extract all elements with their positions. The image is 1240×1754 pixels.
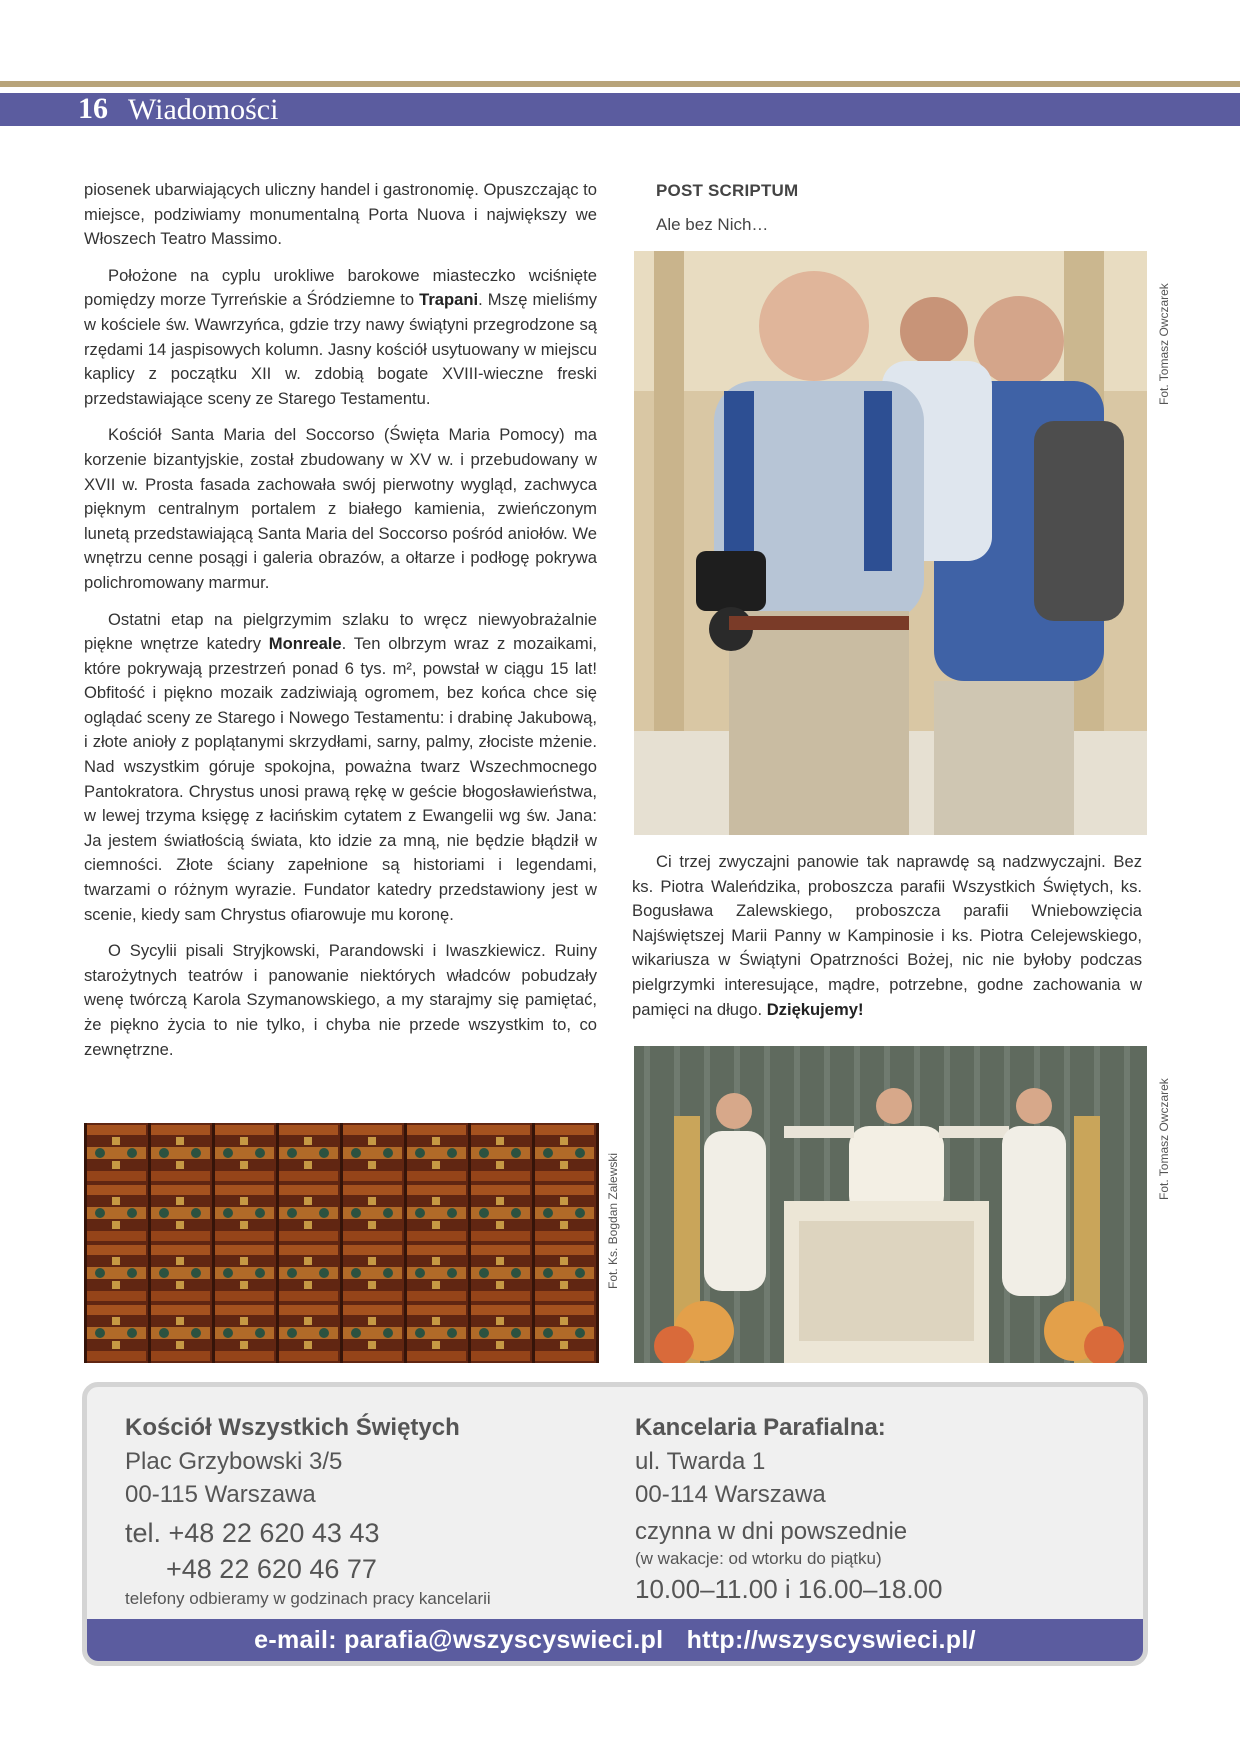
paragraph-5: O Sycylii pisali Stryjkowski, Parandowski i Iwaszkiewicz. Ruiny starożytnych teatrów i panowanie niektórych władców pobudzały wenę twórczą Karola Szymanowskiego, a my starajmy się pamiętać, że piękno życia to nie tylko, i chyba nie przede wszystkim to, co zewnętrzne. [84,941,597,1059]
office-address-street: ul. Twarda 1 [635,1448,766,1475]
church-address-city: 00-115 Warszawa [125,1481,316,1508]
post-scriptum-title: POST SCRIPTUM [656,181,799,200]
paragraph-1: piosenek ubarwiających uliczny handel i gastronomię. Opuszczając to miejsce, podziwiamy monumentalną Porta Nuova i największy we Włoszech Teatro Massimo. [84,180,597,249]
office-open-days: czynna w dni powszednie [635,1518,908,1545]
contact-box [82,1382,1148,1666]
church-phone-1[interactable]: tel. +48 22 620 43 43 [125,1518,380,1548]
church-name: Kościół Wszystkich Świętych [125,1414,460,1441]
church-phone-2[interactable]: +48 22 620 46 77 [166,1554,377,1584]
three-men-photo-credit: Fot. Tomasz Owczarek [1157,283,1171,405]
phone-hours-note: telefony odbieramy w godzinach pracy kancelarii [125,1589,491,1608]
office-hours: 10.00–11.00 i 16.00–18.00 [635,1574,943,1604]
church-address-street: Plac Grzybowski 3/5 [125,1448,343,1475]
mass-photo-credit: Fot. Tomasz Owczarek [1157,1078,1171,1200]
ceiling-photo-credit: Fot. Ks. Bogdan Zalewski [606,1152,620,1289]
paragraph-2: Położone na cyplu urokliwe barokowe miasteczko wciśnięte pomiędzy morze Tyrreńskie a Śródziemne to Trapani. Mszę mieliśmy w kościele św. Wawrzyńca, gdzie trzy nawy świątyni przegrodzone są rzędami 14 jaspisowych kolumn. Jasny kościół usytuowany w miejscu kaplicy z początku XII w. zdobią bogate XVIII-wieczne freski przedstawiające sceny ze Starego Testamentu. [84,265,597,408]
office-summer-note: (w wakacje: od wtorku do piątku) [635,1549,882,1568]
office-name: Kancelaria Parafialna: [635,1414,886,1441]
thanks-text: Dziękujemy! [766,999,864,1019]
office-address-city: 00-114 Warszawa [635,1481,826,1508]
email-band [87,1619,1143,1661]
church-contact [125,1411,595,1611]
email-link[interactable]: e-mail: parafia@wszyscyswieci.pl [254,1626,664,1654]
photo-caption: Ci trzej zwyczajni panowie tak naprawdę są nadzwyczajni. Bez ks. Piotra Waleńdzika, proboszcza parafii Wszystkich Świętych, ks. Bogusława Zalewskiego, proboszcza parafii Wniebowzięcia Najświętszej Marii Panny w Kampinosie i ks. Piotra Celejewskiego, wikariusza w Świątyni Opatrzności Bożej, nic nie byłoby podczas pielgrzymki interesujące, mądre, potrzebne, godne zachowania w pamięci na długo. Dziękujemy! [632,852,1142,1019]
header-gold-rule [0,81,1240,87]
place-monreale: Monreale [268,634,342,654]
post-scriptum-subtitle: Ale bez Nich… [656,215,769,234]
page-number: 16 [78,92,108,125]
office-contact [635,1411,1115,1607]
section-title: Wiadomości [128,93,279,126]
website-link[interactable]: http://wszyscyswieci.pl/ [686,1626,976,1654]
three-men-photo [634,251,1147,835]
place-trapani: Trapani [419,290,479,310]
paragraph-3: Kościół Santa Maria del Soccorso (Święta Maria Pomocy) ma korzenie bizantyjskie, został zbudowany w XV w. i przebudowany w XVII w. Prosta fasada zachowała swój pierwotny wygląd, zachwyca pięknym centralnym portalem z białego kamienia, zwieńczonym lunetą przedstawiającą Santa Maria del Soccorso pośród aniołów. We wnętrzu cenne posągi i galeria obrazów, a ołtarze i podłogę pokrywa polichromowany marmur. [84,425,597,592]
ceiling-photo [84,1123,599,1363]
mass-altar-photo [634,1046,1147,1363]
left-column [84,178,597,1074]
paragraph-4: Ostatni etap na pielgrzymim szlaku to wręcz niewyobrażalnie piękne wnętrze katedry Monreale. Ten olbrzym wraz z mozaikami, które pokrywają przestrzeń ponad 6 tys. m², powstał w ciągu 15 lat! Obfitość i piękno mozaik zadziwiają ogromem, bez końca chce się oglądać sceny ze Starego i Nowego Testamentu: i drabinę Jakubową, i złote anioły z poplątanymi skrzydłami, sarny, palmy, złociste mżenie. Nad wszystkim góruje spokojna, poważna twarz Wszechmocnego Pantokratora. Chrystus unosi prawą rękę w geście błogosławieństwa, w lewej trzyma księgę z łacińskim cytatem z Ewangelii wg św. Jana: Ja jestem światłością świata, kto idzie za mną, nie będzie błądził w ciemności. Złote ściany zapełnione są historiami i legendami, twarzami o różnym wyrazie. Fundator katedry przedstawiony jest w scenie, kiedy sam Chrystus ofiarowuje mu koronę. [84,609,597,924]
